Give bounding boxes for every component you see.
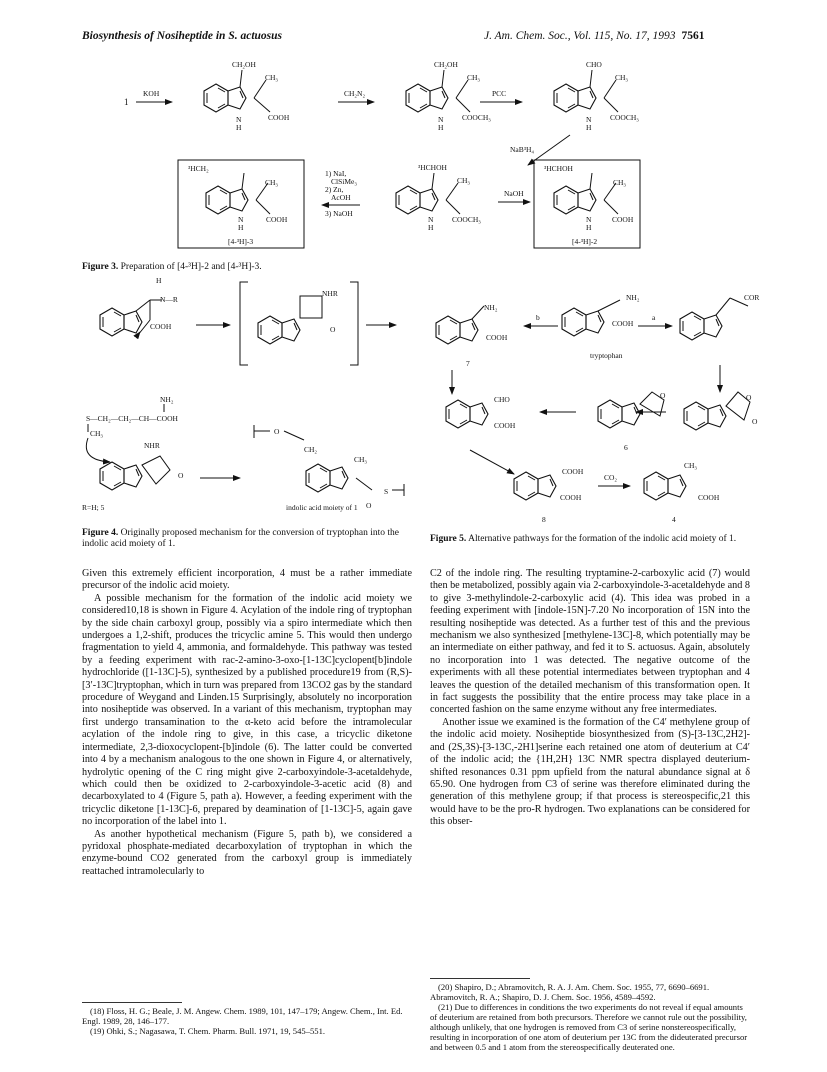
figure-3-caption (82, 262, 422, 273)
svg-text:COOH: COOH (268, 113, 290, 122)
fig3-box-label-right: [4-³H]-2 (572, 237, 598, 246)
footnote-19: (19) Ohki, S.; Nagasawa, T. Chem. Pharm. Bull. 1971, 19, 545–551. (90, 1026, 326, 1036)
svg-text:CH₃: CH₃ (265, 73, 279, 82)
svg-text:COOH: COOH (562, 467, 584, 476)
svg-text:NHR: NHR (144, 441, 160, 450)
svg-text:CH₃: CH₃ (457, 176, 471, 185)
left-paragraph: Given this extremely efficient incorporation, 4 must be a rather immediate precursor of the indolic acid moiety. (82, 568, 412, 592)
svg-text:O: O (178, 471, 184, 480)
svg-text:³HCH₂: ³HCH₂ (188, 164, 209, 173)
svg-text:NH₂: NH₂ (484, 303, 498, 312)
svg-text:COOCH₃: COOCH₃ (452, 215, 481, 224)
footnote-rule-right (430, 978, 530, 979)
right-column (430, 568, 750, 829)
svg-text:O: O (274, 427, 280, 436)
fig3-start-compound: 1 (124, 97, 129, 107)
svg-text:N: N (586, 215, 592, 224)
footnote-20: (20) Shapiro, D.; Abramovitch, R. A. J. Am. Chem. Soc. 1955, 77, 6690–6691. Abramovitch, R. A.; Shapiro, D. J. Chem. Soc. 1956, 4589–4592. (430, 982, 710, 1002)
fig3-reagent-ch2n2: CH₂N₂ (344, 89, 366, 98)
svg-text:COOH: COOH (266, 215, 288, 224)
figure-4-caption (82, 528, 412, 550)
svg-text:S—CH₂—CH₂—CH—COOH: S—CH₂—CH₂—CH—COOH (86, 414, 178, 423)
fig5-structure-6 (598, 391, 666, 452)
svg-text:COOH: COOH (560, 493, 582, 502)
svg-text:3) NaOH: 3) NaOH (325, 209, 353, 218)
svg-text:H: H (156, 276, 162, 285)
fig3-structure-aldehyde (554, 60, 639, 132)
fig3-reagent-koh: KOH (143, 89, 160, 98)
svg-text:H: H (586, 223, 592, 232)
fig4-structure-tryptophan (100, 276, 178, 336)
svg-text:COR: COR (744, 293, 760, 302)
svg-text:O: O (366, 501, 372, 510)
svg-text:CH₃: CH₃ (615, 73, 629, 82)
fig3-reagent-naoh: NaOH (504, 189, 524, 198)
svg-text:NHR: NHR (322, 289, 338, 298)
svg-text:COOH: COOH (612, 319, 634, 328)
svg-text:O: O (746, 393, 752, 402)
svg-text:H: H (428, 223, 434, 232)
footnote-21: (21) Due to differences in conditions the two experiments do not reveal if equal amounts of deuterium are retained from both precursors. Therefore we cannot rule out the possibility, although unlikely, that one hydrogen is removed from C3 of serine nonstereospecifically, resulting in incorporation of one atom of deuterium per 13C from the dideuterated precursor and between 0.5 and 1 atom from the stereospecifically deuterated one. (430, 1002, 748, 1052)
svg-text:N: N (586, 115, 592, 124)
svg-text:CH₂: CH₂ (304, 445, 318, 454)
svg-text:N: N (238, 215, 244, 224)
figure-5-caption-label: Figure 5. (430, 534, 467, 544)
footnotes-right (430, 982, 750, 1052)
svg-text:H: H (236, 123, 242, 132)
svg-text:a: a (652, 313, 656, 322)
fig3-structure-tritiated-ester (396, 163, 481, 232)
svg-text:CH₃: CH₃ (684, 461, 698, 470)
svg-text:CHO: CHO (494, 395, 510, 404)
figure-5-scheme (436, 293, 759, 524)
left-column (82, 568, 412, 878)
figure-3-caption-text: Preparation of [4-³H]-2 and [4-³H]-3. (120, 262, 262, 272)
svg-text:³HCHOH: ³HCHOH (418, 163, 447, 172)
svg-text:COOH: COOH (486, 333, 508, 342)
svg-text:CHO: CHO (586, 60, 602, 69)
svg-text:COOH: COOH (612, 215, 634, 224)
fig5-structure-diketone (684, 392, 758, 430)
svg-text:8: 8 (542, 515, 546, 524)
left-paragraph: As another hypothetical mechanism (Figure 5, path b), we considered a pyridoxal phosphate-mediated decarboxylation of tryptophan in which the enzyme-bound CO2 generated from the carboxyl group is immediately reattached intramolecularly to (82, 828, 412, 877)
figure-3-caption-label: Figure 3. (82, 262, 119, 272)
svg-text:AcOH: AcOH (331, 193, 351, 202)
fig4-structure-moiety (254, 425, 404, 512)
svg-text:O: O (330, 325, 336, 334)
journal-citation: J. Am. Chem. Soc., Vol. 115, No. 17, 1993 (484, 30, 676, 42)
fig4-label-rh5: R=H; 5 (82, 503, 105, 512)
svg-text:N: N (438, 115, 444, 124)
svg-text:S: S (384, 487, 389, 496)
left-paragraph: A possible mechanism for the formation of the indolic acid moiety we considered10,18 is shown in Figure 4. Acylation of the indole ring of tryptophan by the side chain carboxyl group, possibly via a spiro intermediate which then undergoes a 1,2-shift, produces the tricyclic amine 5. This would then undergo fragmentation to yield 4, ammonia, and formaldehyde. This pathway was tested by a feeding experiment with rac-2-amino-3-oxo-[1-13C]cyclopent[b]indole hydrochloride ([1-13C]-5), synthesized by a published procedure19 from (R,S)-[3′-13C]tryptophan, which in turn was prepared from 13CO2 gas by the standard procedure of Weygand and Linden.15 Surprisingly, absolutely no incorporation into nosiheptide was observed. In a variant of this mechanism, tryptophan may first undergo transamination to the α-keto acid before the intramolecular acylation of the indole ring to give, in this case, a tricyclic diketone intermediate, 2,3-dioxocyclopent-[b]indole (6). The latter could be converted into 4 by a mechanism analogous to the one shown in Figure 4, or alternatively, hydrolytic opening of the C ring might give 2-carboxyindole-3-acetaldehyde, which could then be oxidized to 2-carboxyindole-3-acetic acid (8) and decarboxylated to 4 (Figure 5, path a). However, a feeding experiment with the tricyclic diketone [1-13C]-6, prepared by deamination of [1-13C]-5, again gave no incorporation of the label into 1. (82, 592, 412, 828)
figure-4-caption-text: Originally proposed mechanism for the conversion of tryptophan into the indolic acid moiety of 1. (82, 528, 399, 549)
fig3-reagent-pcc: PCC (492, 89, 507, 98)
svg-text:CH₃: CH₃ (354, 455, 368, 464)
svg-text:1) NaI,: 1) NaI, (325, 169, 347, 178)
fig5-structure-8 (514, 467, 584, 524)
fig4-structure-tricyclic (82, 395, 184, 512)
svg-text:N—R: N—R (160, 295, 178, 304)
svg-text:O: O (660, 391, 666, 400)
fig3-structure-ester (406, 60, 491, 132)
svg-text:COOCH₃: COOCH₃ (610, 113, 639, 122)
fig5-structure-tryptophan (562, 293, 640, 360)
fig3-box-label-left: [4-³H]-3 (228, 237, 254, 246)
footnote-rule-left (82, 1002, 182, 1003)
fig5-label-tryptophan: tryptophan (590, 351, 623, 360)
svg-text:O: O (752, 417, 758, 426)
page-number: 7561 (681, 30, 705, 42)
fig3-reagent-nab3h4: NaB³H₄ (510, 145, 535, 154)
svg-text:CH₃: CH₃ (265, 178, 279, 187)
footnote-18: (18) Floss, H. G.; Beale, J. M. Angew. Chem. 1989, 101, 147–179; Angew. Chem., Int. Ed. Engl. 1989, 28, 146–177. (82, 1006, 403, 1026)
fig3-structure-4-3H-2 (544, 164, 634, 246)
fig5-structure-ketoacid (680, 293, 759, 340)
right-paragraph: Another issue we examined is the formation of the C4′ methylene group of the indolic acid moiety. Nosiheptide biosynthesized from (S)-[3-13C,2H2]- and (2S,3S)-[3-13C,-2H1]serine each retained one atom of deuterium at C4′ of the indolic acid; the {1H,2H} 13C NMR spectra displayed deuterium-shifted resonances 0.31 ppm upfield from the natural abundance signal at δ 65.90. One hydrogen from C3 of serine was therefore eliminated during the generation of this methylene group; if that process is stereospecific,21 this would have to be the pro-R hydrogen. Two explanations can be considered for this obser- (430, 716, 750, 828)
svg-text:7: 7 (466, 359, 470, 368)
fig5-structure-4 (644, 461, 720, 524)
figure-3-scheme (124, 60, 640, 248)
svg-text:H: H (586, 123, 592, 132)
svg-text:CO₂: CO₂ (604, 473, 618, 482)
figure-5-caption-text: Alternative pathways for the formation of the indolic acid moiety of 1. (468, 534, 737, 544)
svg-text:COOH: COOH (698, 493, 720, 502)
svg-text:N: N (428, 215, 434, 224)
svg-text:H: H (238, 223, 244, 232)
svg-text:6: 6 (624, 443, 628, 452)
fig4-structure-spiro (258, 289, 338, 344)
svg-text:CH₃: CH₃ (467, 73, 481, 82)
svg-text:CH₂OH: CH₂OH (434, 60, 458, 69)
svg-text:b: b (536, 313, 540, 322)
svg-text:H: H (438, 123, 444, 132)
running-header-title: Biosynthesis of Nosiheptide in S. actuosus (82, 30, 283, 42)
svg-text:³HCHOH: ³HCHOH (544, 164, 573, 173)
svg-text:N: N (236, 115, 242, 124)
svg-text:CH₃: CH₃ (613, 178, 627, 187)
svg-text:4: 4 (672, 515, 676, 524)
figure-5-caption (430, 534, 750, 545)
fig5-structure-aldehyde (446, 395, 516, 430)
fig5-structure-7 (436, 303, 508, 368)
svg-text:2) Zn,: 2) Zn, (325, 185, 344, 194)
fig3-structure-4-3H-3 (188, 164, 288, 246)
fig4-label-moiety: indolic acid moiety of 1 (286, 503, 358, 512)
svg-text:COOH: COOH (494, 421, 516, 430)
footnotes-left (82, 1006, 412, 1036)
fig3-structure-1 (204, 60, 290, 132)
figure-4-caption-label: Figure 4. (82, 528, 119, 538)
svg-text:NH₂: NH₂ (626, 293, 640, 302)
svg-text:ClSiMe₃: ClSiMe₃ (331, 177, 357, 186)
svg-text:CH₃: CH₃ (90, 429, 104, 438)
right-paragraph: C2 of the indole ring. The resulting tryptamine-2-carboxylic acid (7) would then be metabolized, possibly again via 2-carboxyindole-3-acetaldehyde and 8 to give 3-methylindole-2-carboxylic acid (4). This idea was probed in a feeding experiment with [indole-15N]-7.20 No incorporation of 15N into the resulting nosiheptide was detected. As a further test of this and the previous mechanism we also synthesized [methylene-13C]-8, which potentially may be an intermediate on either pathway, and fed it to S. actuosus. Again, absolutely no incorporation into 1 was detected. The negative outcome of the experiments with all these potential intermediates between tryptophan and 4 leaves the question of the detailed mechanism of this transformation open. It in fact suggests the possibility that the entire process may take place in a concerted fashion on the same enzyme without any free intermediates. (430, 568, 750, 716)
figure-4-scheme (82, 276, 404, 512)
svg-text:COOCH₃: COOCH₃ (462, 113, 491, 122)
svg-text:CH₂OH: CH₂OH (232, 60, 256, 69)
svg-text:COOH: COOH (150, 322, 172, 331)
svg-text:NH₂: NH₂ (160, 395, 174, 404)
